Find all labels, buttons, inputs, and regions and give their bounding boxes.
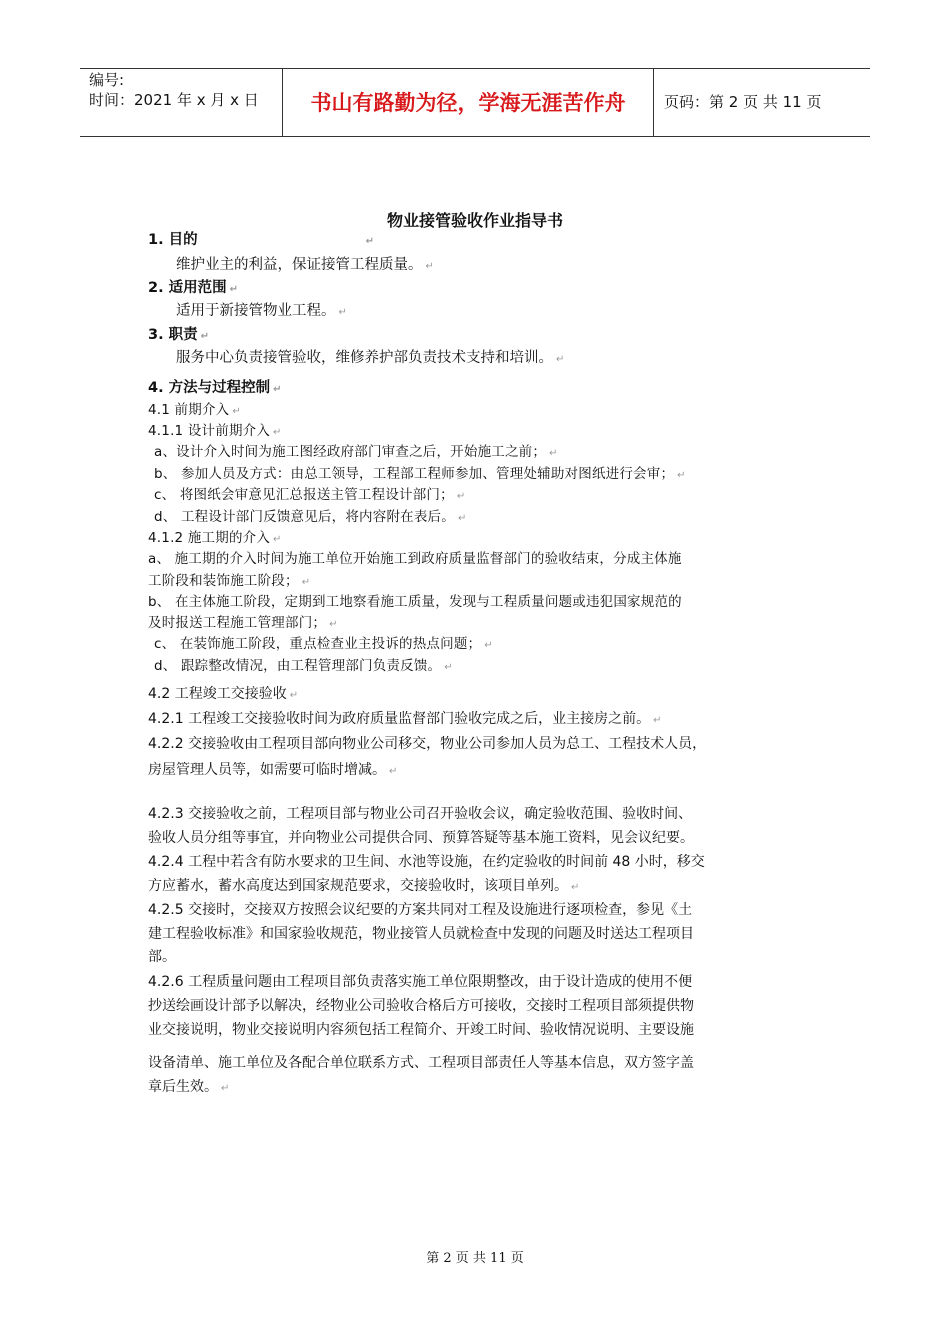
header-page-cell xyxy=(654,69,870,136)
body-line: 部。 xyxy=(148,949,176,965)
body-line: 业交接说明，物业交接说明内容须包括工程简介、开竣工时间、验收情况说明、主要设施 xyxy=(148,1022,694,1038)
body-line: 适用于新接管物业工程。 ↵ xyxy=(176,303,347,319)
body-line: 章后生效。 ↵ xyxy=(148,1079,230,1095)
body-line: 验收人员分组等事宜，并向物业公司提供合同、预算答疑等基本施工资料，见会议纪要。 xyxy=(148,830,694,846)
body-line: 4.2.6 工程质量问题由工程项目部负责落实施工单位限期整改，由于设计造成的使用不便 xyxy=(148,974,693,990)
body-line: 4.2.3 交接验收之前，工程项目部与物业公司召开验收会议，确定验收范围、验收时间、 xyxy=(148,806,693,822)
document-header xyxy=(80,68,870,137)
body-line: 维护业主的利益，保证接管工程质量。 ↵ xyxy=(176,257,434,273)
body-line: 4.2.1 工程竣工交接验收时间为政府质量监督部门验收完成之后，业主接房之前。 ↵ xyxy=(148,711,662,727)
body-line: 方应蓄水，蓄水高度达到国家规范要求，交接验收时，该项目单列。 ↵ xyxy=(148,878,580,894)
section-heading-purpose: 1. 目的 ↵ xyxy=(148,232,375,248)
section-heading-method: 4. 方法与过程控制 ↵ xyxy=(148,380,282,396)
list-item: d、 跟踪整改情况，由工程管理部门负责反馈。 ↵ xyxy=(154,658,453,674)
subsection-heading: 4.1 前期介入 ↵ xyxy=(148,402,241,418)
motto-text: 书山有路勤为径，学海无涯苦作舟 xyxy=(310,91,626,115)
body-line: 4.2.4 工程中若含有防水要求的卫生间、水池等设施，在约定验收的时间前 48 小时，移交 xyxy=(148,854,705,870)
body-line: 4.2.2 交接验收由工程项目部向物业公司移交，物业公司参加人员为总工、工程技术人员， xyxy=(148,736,707,752)
body-line: 服务中心负责接管验收，维修养护部负责技术支持和培训。 ↵ xyxy=(176,350,565,366)
page-info: 页码：第 2 页 共 11 页 xyxy=(664,93,822,111)
body-line: 建工程验收标准》和国家验收规范，物业接管人员就检查中发现的问题及时送达工程项目 xyxy=(148,926,694,942)
body-line: 抄送绘画设计部予以解决，经物业公司验收合格后方可接收，交接时工程项目部须提供物 xyxy=(148,998,694,1014)
list-item-continued: 工阶段和装饰施工阶段； ↵ xyxy=(148,573,311,589)
section-heading-duty: 3. 职责 ↵ xyxy=(148,327,210,343)
doc-time-label: 时间：2021 年 x 月 x 日 xyxy=(89,91,259,109)
header-meta-cell xyxy=(80,69,283,136)
list-item: b、 参加人员及方式：由总工领导，工程部工程师参加、管理处辅助对图纸进行会审； ↵ xyxy=(154,466,686,482)
page-footer: 第 2 页 共 11 页 xyxy=(426,1251,524,1266)
section-heading-scope: 2. 适用范围 ↵ xyxy=(148,280,239,296)
list-item: c、 在装饰施工阶段，重点检查业主投诉的热点问题； ↵ xyxy=(154,636,493,652)
body-line: 房屋管理人员等，如需要可临时增减。 ↵ xyxy=(148,762,398,778)
list-item: a、 施工期的介入时间为施工单位开始施工到政府质量监督部门的验收结束，分成主体施 xyxy=(148,551,682,567)
subsection-heading: 4.2 工程竣工交接验收 ↵ xyxy=(148,686,299,702)
list-item: d、 工程设计部门反馈意见后，将内容附在表后。 ↵ xyxy=(154,509,467,525)
list-item: b、 在主体施工阶段，定期到工地察看施工质量，发现与工程质量问题或违犯国家规范的 xyxy=(148,594,682,610)
doc-title: 物业接管验收作业指导书 xyxy=(386,211,563,230)
subsection-heading: 4.1.2 施工期的介入 ↵ xyxy=(148,530,282,546)
subsection-heading: 4.1.1 设计前期介入 ↵ xyxy=(148,423,282,439)
header-motto-cell xyxy=(283,69,654,136)
list-item: a、设计介入时间为施工图经政府部门审查之后，开始施工之前； ↵ xyxy=(154,444,558,460)
body-line: 4.2.5 交接时，交接双方按照会议纪要的方案共同对工程及设施进行逐项检查，参见《土 xyxy=(148,902,693,918)
body-line: 设备清单、施工单位及各配合单位联系方式、工程项目部责任人等基本信息，双方签字盖 xyxy=(148,1055,694,1071)
doc-number-label: 编号: xyxy=(89,71,125,89)
list-item-continued: 及时报送工程施工管理部门； ↵ xyxy=(148,615,338,631)
list-item: c、 将图纸会审意见汇总报送主管工程设计部门； ↵ xyxy=(154,487,466,503)
